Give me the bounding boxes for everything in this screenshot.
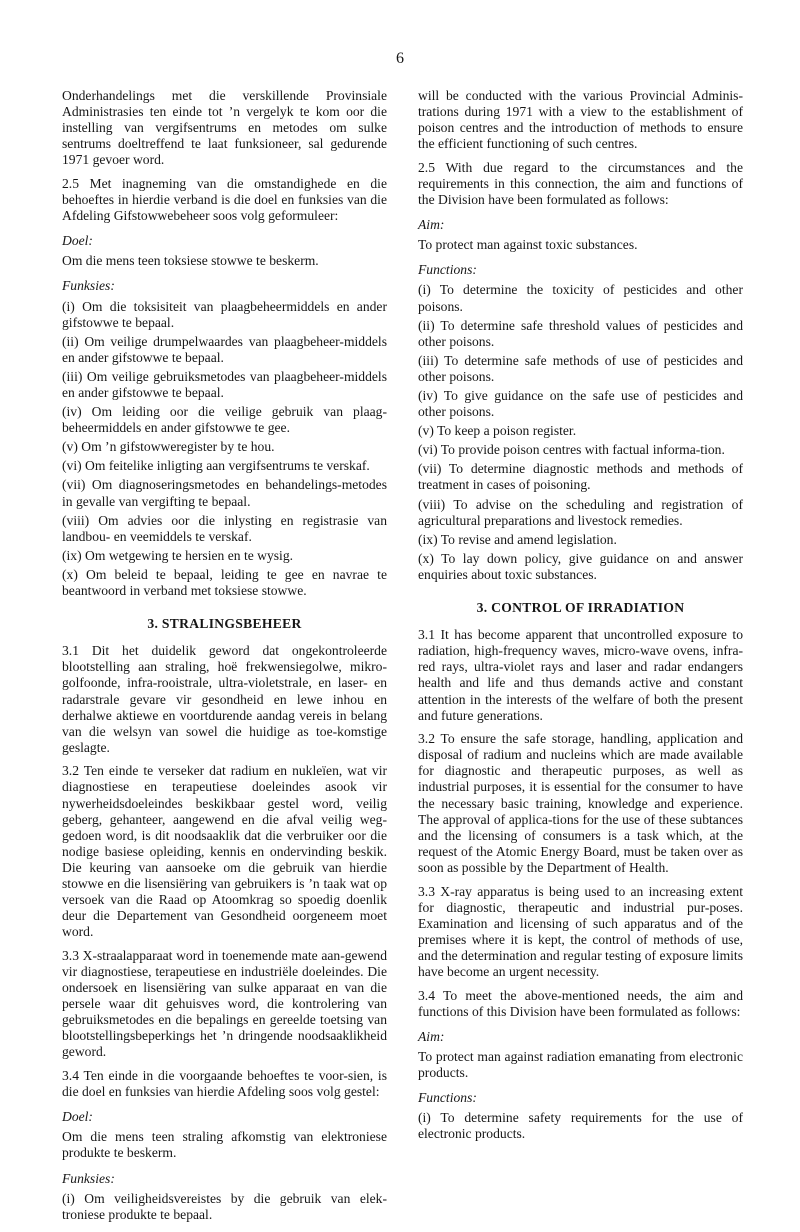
- section-heading-3: 3. STRALINGSBEHEER: [147, 616, 302, 632]
- section-heading-3: 3. CONTROL OF IRRADIATION: [476, 600, 685, 616]
- aim-text-2: To protect man against radiation emanating from electronic products.: [418, 1048, 743, 1080]
- paragraph-intro: Onderhandelings met die verskillende Provinsiale Administrasies ten einde tot ’n vergelyk te kom oor die instelling van vergifsentrums en metodes om sulke sentrums doeltreffend te laat funksioneer, sal gedurende 1971 gevoer word.: [62, 88, 387, 168]
- list-item: (iii) To determine safe methods of use of pesticides and other poisons.: [418, 352, 743, 384]
- list-item: (vii) Om diagnoseringsmetodes en behandelings-metodes in gevalle van vergifting te bepaal.: [62, 477, 387, 509]
- paragraph-3-3: 3.3 X-straalapparaat word in toenemende mate aan-gewend vir diagnostiese, terapeutiese en industriële doeleindes. Die ondersoek en lisensiëring van sulke apparaat en van die persele waar dit gehuisves word, die kontrolering van gebruiksmetodes en die bepalings en gereelde toetsing van blootstellingsbeperkings het ’n dringende noodsaaklikheid geword.: [62, 947, 387, 1060]
- doel-label: Doel:: [62, 233, 93, 249]
- list-item: (vi) To provide poison centres with factual informa-tion.: [418, 442, 725, 458]
- aim-label: Aim:: [418, 217, 445, 233]
- paragraph-3-2: 3.2 To ensure the safe storage, handling, application and disposal of radium and nucleins which are made available for diagnostic and therapeutic purposes, as well as industrial purposes, it is essential for the consumer to have the necessary basic training, knowledge and experience. The approval of applica-tions for the use of these subtances and the licensing of consumers is a task which, at the request of the Atomic Energy Board, must be taken over as soon as possible by the Department of Health.: [418, 731, 743, 875]
- aim-label-2: Aim:: [418, 1028, 445, 1044]
- list-item: (i) To determine the toxicity of pesticides and other poisons.: [418, 282, 743, 314]
- page-number: 6: [396, 50, 404, 67]
- doel-label-2: Doel:: [62, 1109, 93, 1125]
- doel-text: Om die mens teen toksiese stowwe te beskerm.: [62, 253, 319, 269]
- list-item: (v) To keep a poison register.: [418, 423, 577, 439]
- list-item: (iii) Om veilige gebruiksmetodes van plaagbeheer-middels en ander gifstowwe te bepaal.: [62, 368, 387, 400]
- list-item: (viii) To advise on the scheduling and registration of agricultural preparations and livestock remedies.: [418, 496, 743, 528]
- list-item: (i) Om die toksisiteit van plaagbeheermiddels en ander gifstowwe te bepaal.: [62, 298, 387, 330]
- funksies-label: Funksies:: [62, 278, 115, 294]
- list-item: (ii) Om veilige drumpelwaardes van plaagbeheer-middels en ander gifstowwe te bepaal.: [62, 333, 387, 365]
- list-item: (ix) To revise and amend legislation.: [418, 531, 617, 547]
- list-item: (ix) Om wetgewing te hersien en te wysig.: [62, 547, 294, 563]
- paragraph-3-2: 3.2 Ten einde te verseker dat radium en nukleïen, wat vir diagnostiese en terapeutiese doeleindes asook vir nywerheidsdoeleindes beskikbaar gestel word, veilig geberg, gehanteer, aangewend en die afval veilig weg-gedoen word, is dit noodsaaklik dat die verbruiker oor die nodige basiese opleiding, kennis en ondervinding beskik. Die keuring van aansoeke om die gebruik van hierdie stowwe en die lisensiëring van gebruikers is ’n taak wat op versoek van die Raad op Atoomkrag so spoedig doenlik deur die Departement van Gesondheid oorgeneem moet word.: [62, 763, 387, 940]
- paragraph-3-1: 3.1 It has become apparent that uncontrolled exposure to radiation, high-frequency waves, micro-wave ovens, infra-red rays, ultra-violet rays and laser and radar endangers health and life and thus demands active and constant attention in the interests of the welfare of both the present and future generations.: [418, 627, 743, 723]
- list-item: (i) To determine safety requirements for the use of electronic products.: [418, 1110, 743, 1142]
- funksies-label-2: Funksies:: [62, 1170, 115, 1186]
- english-column: [418, 88, 743, 1145]
- afrikaans-column: [62, 88, 387, 1226]
- paragraph-3-4: 3.4 To meet the above-mentioned needs, the aim and functions of this Division have been formulated as follows:: [418, 987, 743, 1019]
- paragraph-3-1: 3.1 Dit het duidelik geword dat ongekontroleerde blootstelling aan straling, hoë frekwensiegolwe, mikro-golfoonde, infra-rooistrale, ultra-violetstrale, en laser- en radarstrale gevare vir gesondheid en lewe inhou en derhalwe aktiewe en voortdurende aandag vereis in belang van die welsyn van sowel die huidige as toe-komstige geslagte.: [62, 643, 387, 755]
- aim-text: To protect man against toxic substances.: [418, 237, 638, 253]
- list-item: (v) Om ’n gifstowweregister by te hou.: [62, 439, 275, 455]
- list-item: (ii) To determine safe threshold values of pesticides and other poisons.: [418, 317, 743, 349]
- list-item: (i) Om veiligheidsvereistes by die gebruik van elek-troniese produkte te bepaal.: [62, 1190, 387, 1222]
- list-item: (iv) To give guidance on the safe use of pesticides and other poisons.: [418, 388, 743, 420]
- list-item: (x) Om beleid te bepaal, leiding te gee en navrae te beantwoord in verband met toksiese stowwe.: [62, 566, 387, 599]
- functions-label-2: Functions:: [418, 1090, 477, 1106]
- paragraph-3-3: 3.3 X-ray apparatus is being used to an increasing extent for diagnostic, therapeutic and industrial pur-poses. Examination and licensing of such apparatus and of the premises where it is kept, the control of methods of use, and the determination and regular testing of exposure limits have become an urgent necessity.: [418, 883, 743, 979]
- list-item: (vii) To determine diagnostic methods and methods of treatment in cases of poisoning.: [418, 461, 743, 493]
- paragraph-3-4: 3.4 Ten einde in die voorgaande behoeftes te voor-sien, is die doel en funksies van hierdie Afdeling soos volg gestel:: [62, 1068, 387, 1100]
- paragraph-2-5: 2.5 Met inagneming van die omstandighede en die behoeftes in hierdie verband is die doel en funksies van die Afdeling Gifstowwebeheer soos volg geformuleer:: [62, 175, 387, 224]
- list-item: (viii) Om advies oor die inlysting en registrasie van landbou- en veemiddels te verskaf.: [62, 512, 387, 544]
- list-item: (vi) Om feitelike inligting aan vergifsentrums te verskaf.: [62, 458, 370, 474]
- functions-label: Functions:: [418, 262, 477, 278]
- list-item: (x) To lay down policy, give guidance on and answer enquiries about toxic substances.: [418, 550, 743, 582]
- paragraph-intro: will be conducted with the various Provincial Adminis-trations during 1971 with a view to the establishment of poison centres and the introduction of methods to ensure the efficient functioning of such centres.: [418, 88, 743, 152]
- doel-text-2: Om die mens teen straling afkomstig van elektroniese produkte te beskerm.: [62, 1129, 387, 1161]
- paragraph-2-5: 2.5 With due regard to the circumstances and the requirements in this connection, the aim and functions of the Division have been formulated as follows:: [418, 159, 743, 208]
- list-item: (iv) Om leiding oor die veilige gebruik van plaag-beheermiddels en ander gifstowwe te gee.: [62, 404, 387, 436]
